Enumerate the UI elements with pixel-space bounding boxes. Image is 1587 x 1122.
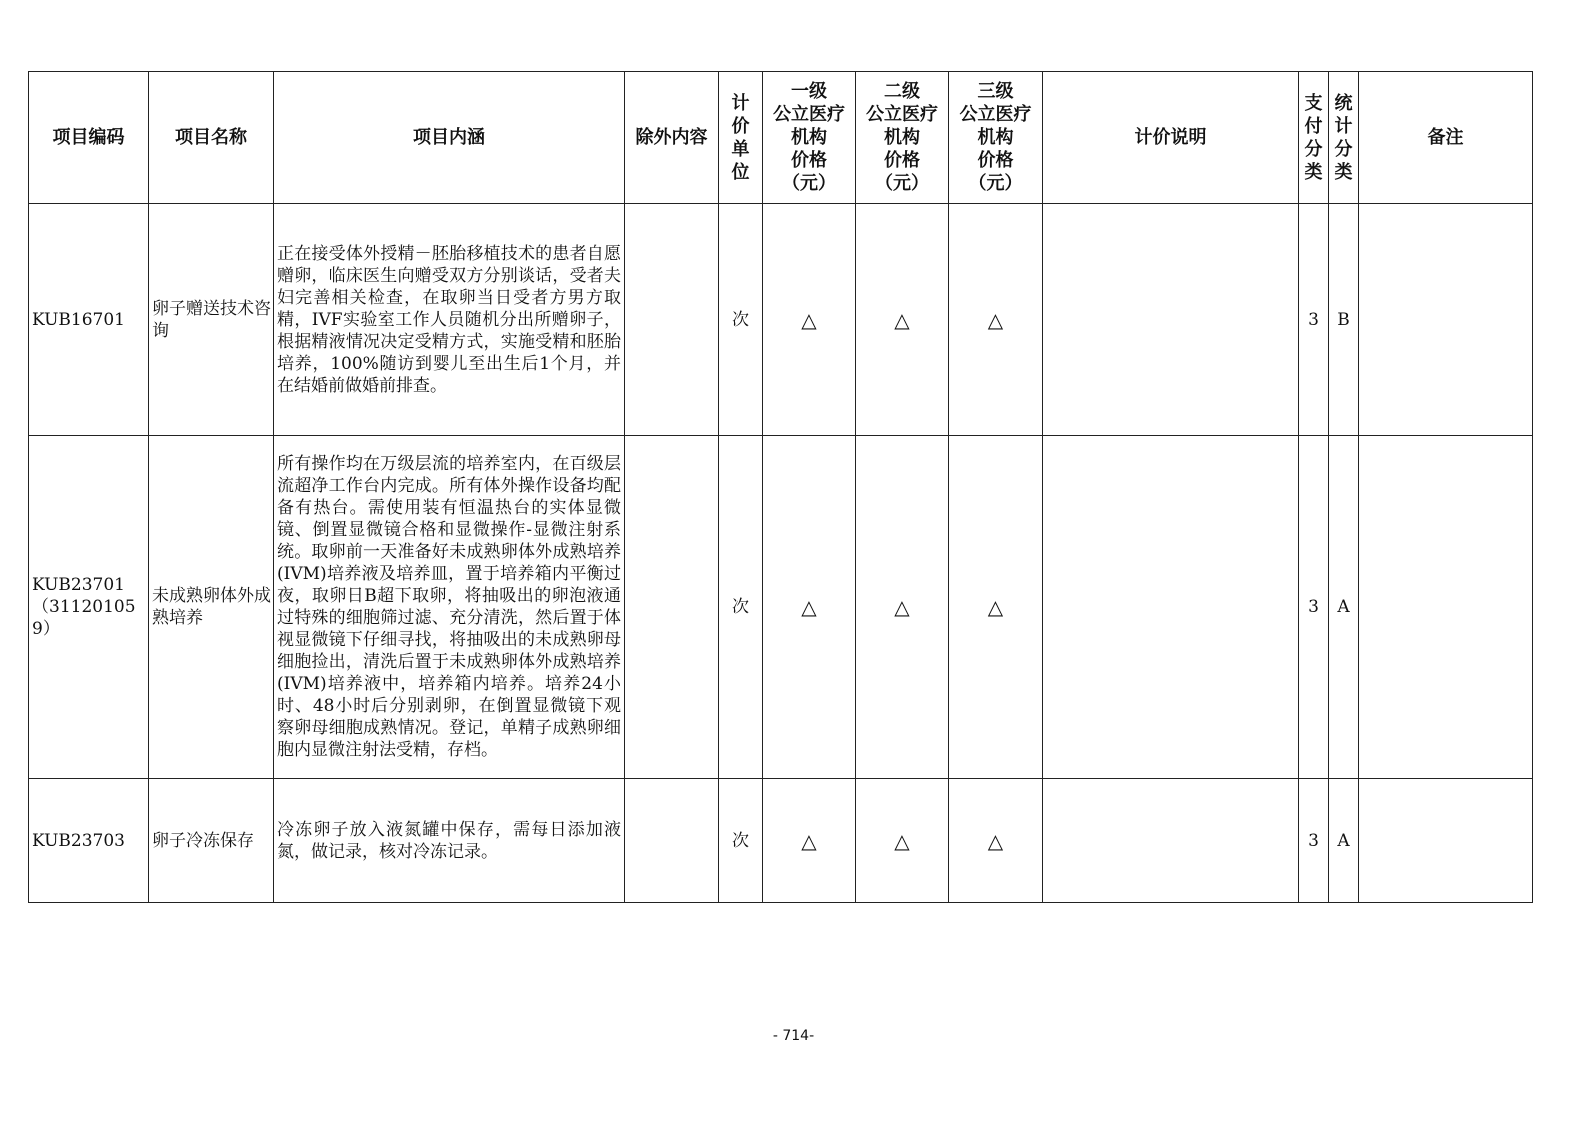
cell-stat-class: B bbox=[1329, 204, 1359, 436]
cell-name: 卵子赠送技术咨询 bbox=[149, 204, 274, 436]
header-level1-price: 一级 公立医疗 机构 价格 （元） bbox=[763, 72, 856, 204]
cell-level1-price: △ bbox=[763, 779, 856, 903]
cell-pricing-note bbox=[1043, 436, 1299, 779]
header-code: 项目编码 bbox=[29, 72, 149, 204]
cell-level2-price: △ bbox=[856, 436, 949, 779]
cell-excluded bbox=[625, 779, 719, 903]
cell-code: KUB16701 bbox=[29, 204, 149, 436]
cell-remarks bbox=[1359, 204, 1533, 436]
cell-remarks bbox=[1359, 436, 1533, 779]
cell-unit: 次 bbox=[719, 436, 763, 779]
header-name: 项目名称 bbox=[149, 72, 274, 204]
header-level3-price: 三级 公立医疗 机构 价格 （元） bbox=[949, 72, 1043, 204]
cell-pricing-note bbox=[1043, 779, 1299, 903]
table-row bbox=[29, 204, 1533, 436]
cell-level1-price: △ bbox=[763, 204, 856, 436]
header-stat-class: 统 计 分 类 bbox=[1329, 72, 1359, 204]
cell-level2-price: △ bbox=[856, 204, 949, 436]
header-row bbox=[29, 72, 1533, 204]
cell-stat-class: A bbox=[1329, 779, 1359, 903]
cell-content: 冷冻卵子放入液氮罐中保存，需每日添加液氮，做记录，核对冷冻记录。 bbox=[274, 779, 625, 903]
cell-level3-price: △ bbox=[949, 204, 1043, 436]
cell-pricing-note bbox=[1043, 204, 1299, 436]
cell-level3-price: △ bbox=[949, 779, 1043, 903]
cell-payment-class: 3 bbox=[1299, 779, 1329, 903]
cell-code: KUB23703 bbox=[29, 779, 149, 903]
cell-unit: 次 bbox=[719, 779, 763, 903]
cell-content: 正在接受体外授精－胚胎移植技术的患者自愿赠卵，临床医生向赠受双方分别谈话，受者夫妇完善相关检查，在取卵当日受者方男方取精，IVF实验室工作人员随机分出所赠卵子，根据精液情况决定受精方式，实施受精和胚胎培养，100%随访到婴儿至出生后1个月，并在结婚前做婚前排查。 bbox=[274, 204, 625, 436]
cell-level2-price: △ bbox=[856, 779, 949, 903]
header-payment-class: 支 付 分 类 bbox=[1299, 72, 1329, 204]
header-unit: 计 价 单 位 bbox=[719, 72, 763, 204]
cell-content: 所有操作均在万级层流的培养室内，在百级层流超净工作台内完成。所有体外操作设备均配备有热台。需使用装有恒温热台的实体显微镜、倒置显微镜合格和显微操作-显微注射系统。取卵前一天准备好未成熟卵体外成熟培养(IVM)培养液及培养皿，置于培养箱内平衡过夜，取卵日B超下取卵，将抽吸出的卵泡液通过特殊的细胞筛过滤、充分清洗，然后置于体视显微镜下仔细寻找，将抽吸出的未成熟卵母细胞捡出，清洗后置于未成熟卵体外成熟培养(IVM)培养液中，培养箱内培养。培养24小时、48小时后分别剥卵，在倒置显微镜下观察卵母细胞成熟情况。登记，单精子成熟卵细胞内显微注射法受精，存档。 bbox=[274, 436, 625, 779]
cell-excluded bbox=[625, 436, 719, 779]
cell-code: KUB23701（311201059） bbox=[29, 436, 149, 779]
cell-level1-price: △ bbox=[763, 436, 856, 779]
cell-payment-class: 3 bbox=[1299, 436, 1329, 779]
header-remarks: 备注 bbox=[1359, 72, 1533, 204]
header-level2-price: 二级 公立医疗 机构 价格 （元） bbox=[856, 72, 949, 204]
cell-stat-class: A bbox=[1329, 436, 1359, 779]
header-excluded: 除外内容 bbox=[625, 72, 719, 204]
header-content: 项目内涵 bbox=[274, 72, 625, 204]
table-row bbox=[29, 779, 1533, 903]
cell-excluded bbox=[625, 204, 719, 436]
cell-unit: 次 bbox=[719, 204, 763, 436]
cell-name: 未成熟卵体外成熟培养 bbox=[149, 436, 274, 779]
table-row bbox=[29, 436, 1533, 779]
pricing-table bbox=[28, 71, 1533, 903]
page-number: - 714- bbox=[772, 1028, 815, 1044]
cell-name: 卵子冷冻保存 bbox=[149, 779, 274, 903]
cell-level3-price: △ bbox=[949, 436, 1043, 779]
cell-remarks bbox=[1359, 779, 1533, 903]
header-pricing-note: 计价说明 bbox=[1043, 72, 1299, 204]
cell-payment-class: 3 bbox=[1299, 204, 1329, 436]
